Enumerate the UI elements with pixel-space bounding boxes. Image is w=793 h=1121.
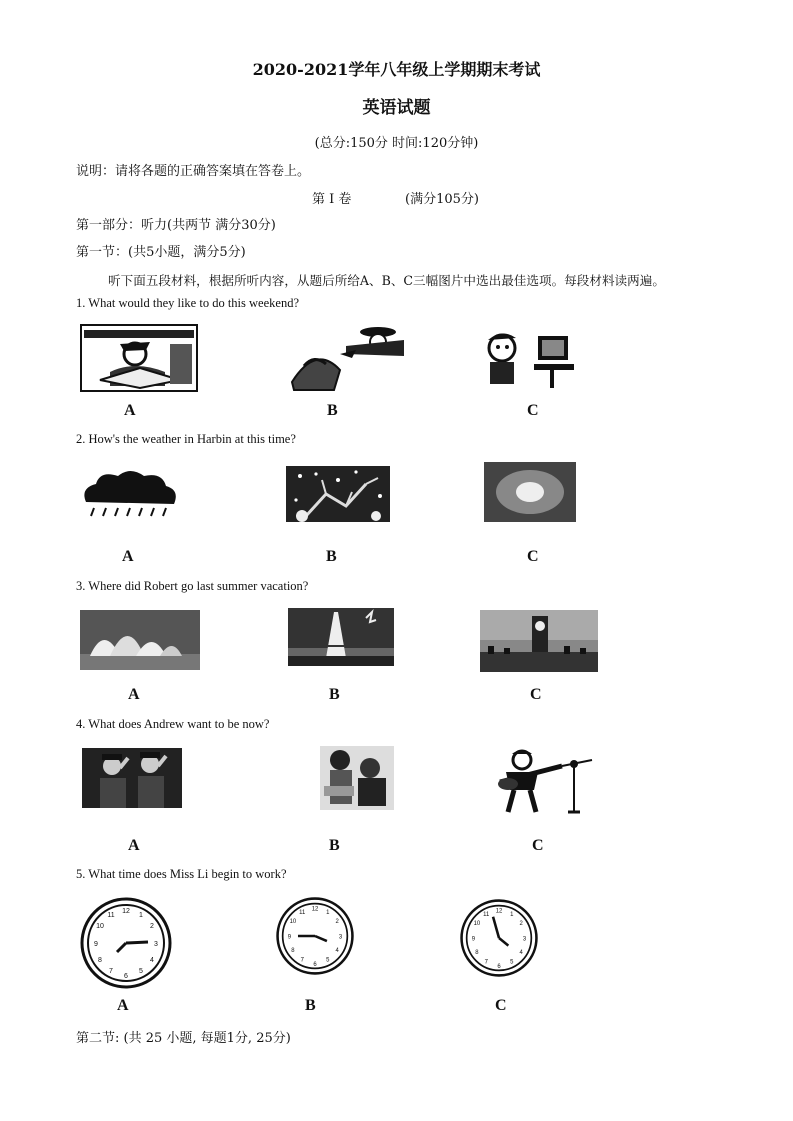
shopping-bag-icon: [286, 324, 406, 394]
svg-text:3: 3: [522, 936, 527, 943]
svg-text:11: 11: [483, 911, 490, 918]
svg-text:10: 10: [96, 923, 104, 930]
svg-text:12: 12: [122, 908, 130, 915]
q1-option-b[interactable]: B: [327, 402, 338, 419]
computer-game-icon: [478, 328, 578, 390]
exam-title: 2020-2021学年八年级上学期期末考试: [252, 60, 541, 79]
svg-text:6: 6: [313, 961, 317, 968]
sun-icon: [484, 462, 576, 522]
svg-text:10: 10: [473, 921, 481, 928]
sydney-opera-house-icon: [80, 610, 200, 670]
svg-text:3: 3: [154, 941, 158, 948]
svg-text:7: 7: [109, 968, 113, 975]
svg-text:4: 4: [150, 957, 154, 964]
svg-text:4: 4: [519, 950, 523, 957]
clock-icon: [459, 898, 539, 978]
exam-meta: (总分:150分 时间:120分钟): [314, 136, 479, 151]
svg-text:8: 8: [475, 950, 479, 957]
question-3: 3. Where did Robert go last summer vacation?: [76, 579, 309, 593]
svg-text:4: 4: [335, 948, 339, 955]
volume-score: (满分105分): [405, 192, 479, 207]
q5-option-a[interactable]: A: [117, 997, 129, 1014]
question-4: 4. What does Andrew want to be now?: [76, 717, 270, 731]
svg-text:5: 5: [326, 957, 330, 964]
svg-text:6: 6: [124, 973, 128, 980]
svg-text:2: 2: [150, 923, 154, 930]
clock-icon: [275, 896, 355, 976]
reading-icon: [80, 324, 198, 392]
part1-title: 第一部分：听力(共两节 满分30分): [76, 218, 276, 233]
svg-text:5: 5: [139, 968, 143, 975]
svg-text:10: 10: [289, 919, 297, 926]
section2-title: 第二节: (共 25 小题, 每题1分, 25分): [76, 1031, 291, 1046]
directions: 听下面五段材料，根据所听内容，从题后所给A、B、C三幅图片中选出最佳选项。每段材料读两遍。: [108, 273, 665, 288]
svg-text:7: 7: [484, 959, 488, 966]
q5-option-c[interactable]: C: [495, 997, 507, 1014]
q2-option-b[interactable]: B: [326, 548, 337, 565]
volume-label: 第 I 卷: [312, 192, 352, 207]
svg-text:8: 8: [291, 948, 295, 955]
svg-text:11: 11: [107, 912, 115, 919]
svg-text:1: 1: [326, 909, 330, 916]
svg-text:2: 2: [519, 921, 523, 928]
svg-text:3: 3: [338, 934, 343, 941]
svg-text:2: 2: [335, 919, 339, 926]
q4-option-b[interactable]: B: [329, 837, 340, 854]
svg-text:7: 7: [300, 957, 304, 964]
q1-option-c[interactable]: C: [527, 402, 539, 419]
section1-title: 第一节：(共5小题，满分5分): [76, 245, 246, 260]
question-5: 5. What time does Miss Li begin to work?: [76, 867, 287, 881]
svg-text:1: 1: [139, 912, 143, 919]
q5-option-b[interactable]: B: [305, 997, 316, 1014]
doctor-icon: [320, 746, 394, 810]
q3-option-a[interactable]: A: [128, 686, 140, 703]
q1-option-a[interactable]: A: [124, 402, 136, 419]
eiffel-tower-icon: [288, 608, 394, 666]
big-ben-icon: [480, 610, 598, 672]
exam-subtitle: 英语试题: [362, 98, 431, 118]
svg-text:9: 9: [94, 941, 98, 948]
clock-icon: [79, 896, 173, 990]
svg-text:11: 11: [299, 909, 306, 916]
q2-option-a[interactable]: A: [122, 548, 134, 565]
question-1: 1. What would they like to do this weekend?: [76, 296, 299, 310]
q2-option-c[interactable]: C: [527, 548, 539, 565]
rain-cloud-icon: [78, 468, 180, 524]
q4-option-c[interactable]: C: [532, 837, 544, 854]
svg-text:5: 5: [510, 959, 514, 966]
svg-text:8: 8: [98, 957, 102, 964]
q3-option-b[interactable]: B: [329, 686, 340, 703]
question-2: 2. How's the weather in Harbin at this time?: [76, 432, 296, 446]
snow-icon: [286, 466, 390, 522]
svg-text:12: 12: [495, 908, 503, 915]
q4-option-a[interactable]: A: [128, 837, 140, 854]
singer-icon: [492, 746, 594, 814]
svg-text:9: 9: [471, 936, 476, 943]
q3-option-c[interactable]: C: [530, 686, 542, 703]
instruction: 说明：请将各题的正确答案填在答卷上。: [76, 164, 311, 179]
svg-text:9: 9: [287, 934, 292, 941]
svg-text:1: 1: [510, 911, 514, 918]
police-officer-icon: [82, 748, 182, 808]
svg-text:6: 6: [497, 963, 501, 970]
svg-text:12: 12: [311, 906, 319, 913]
